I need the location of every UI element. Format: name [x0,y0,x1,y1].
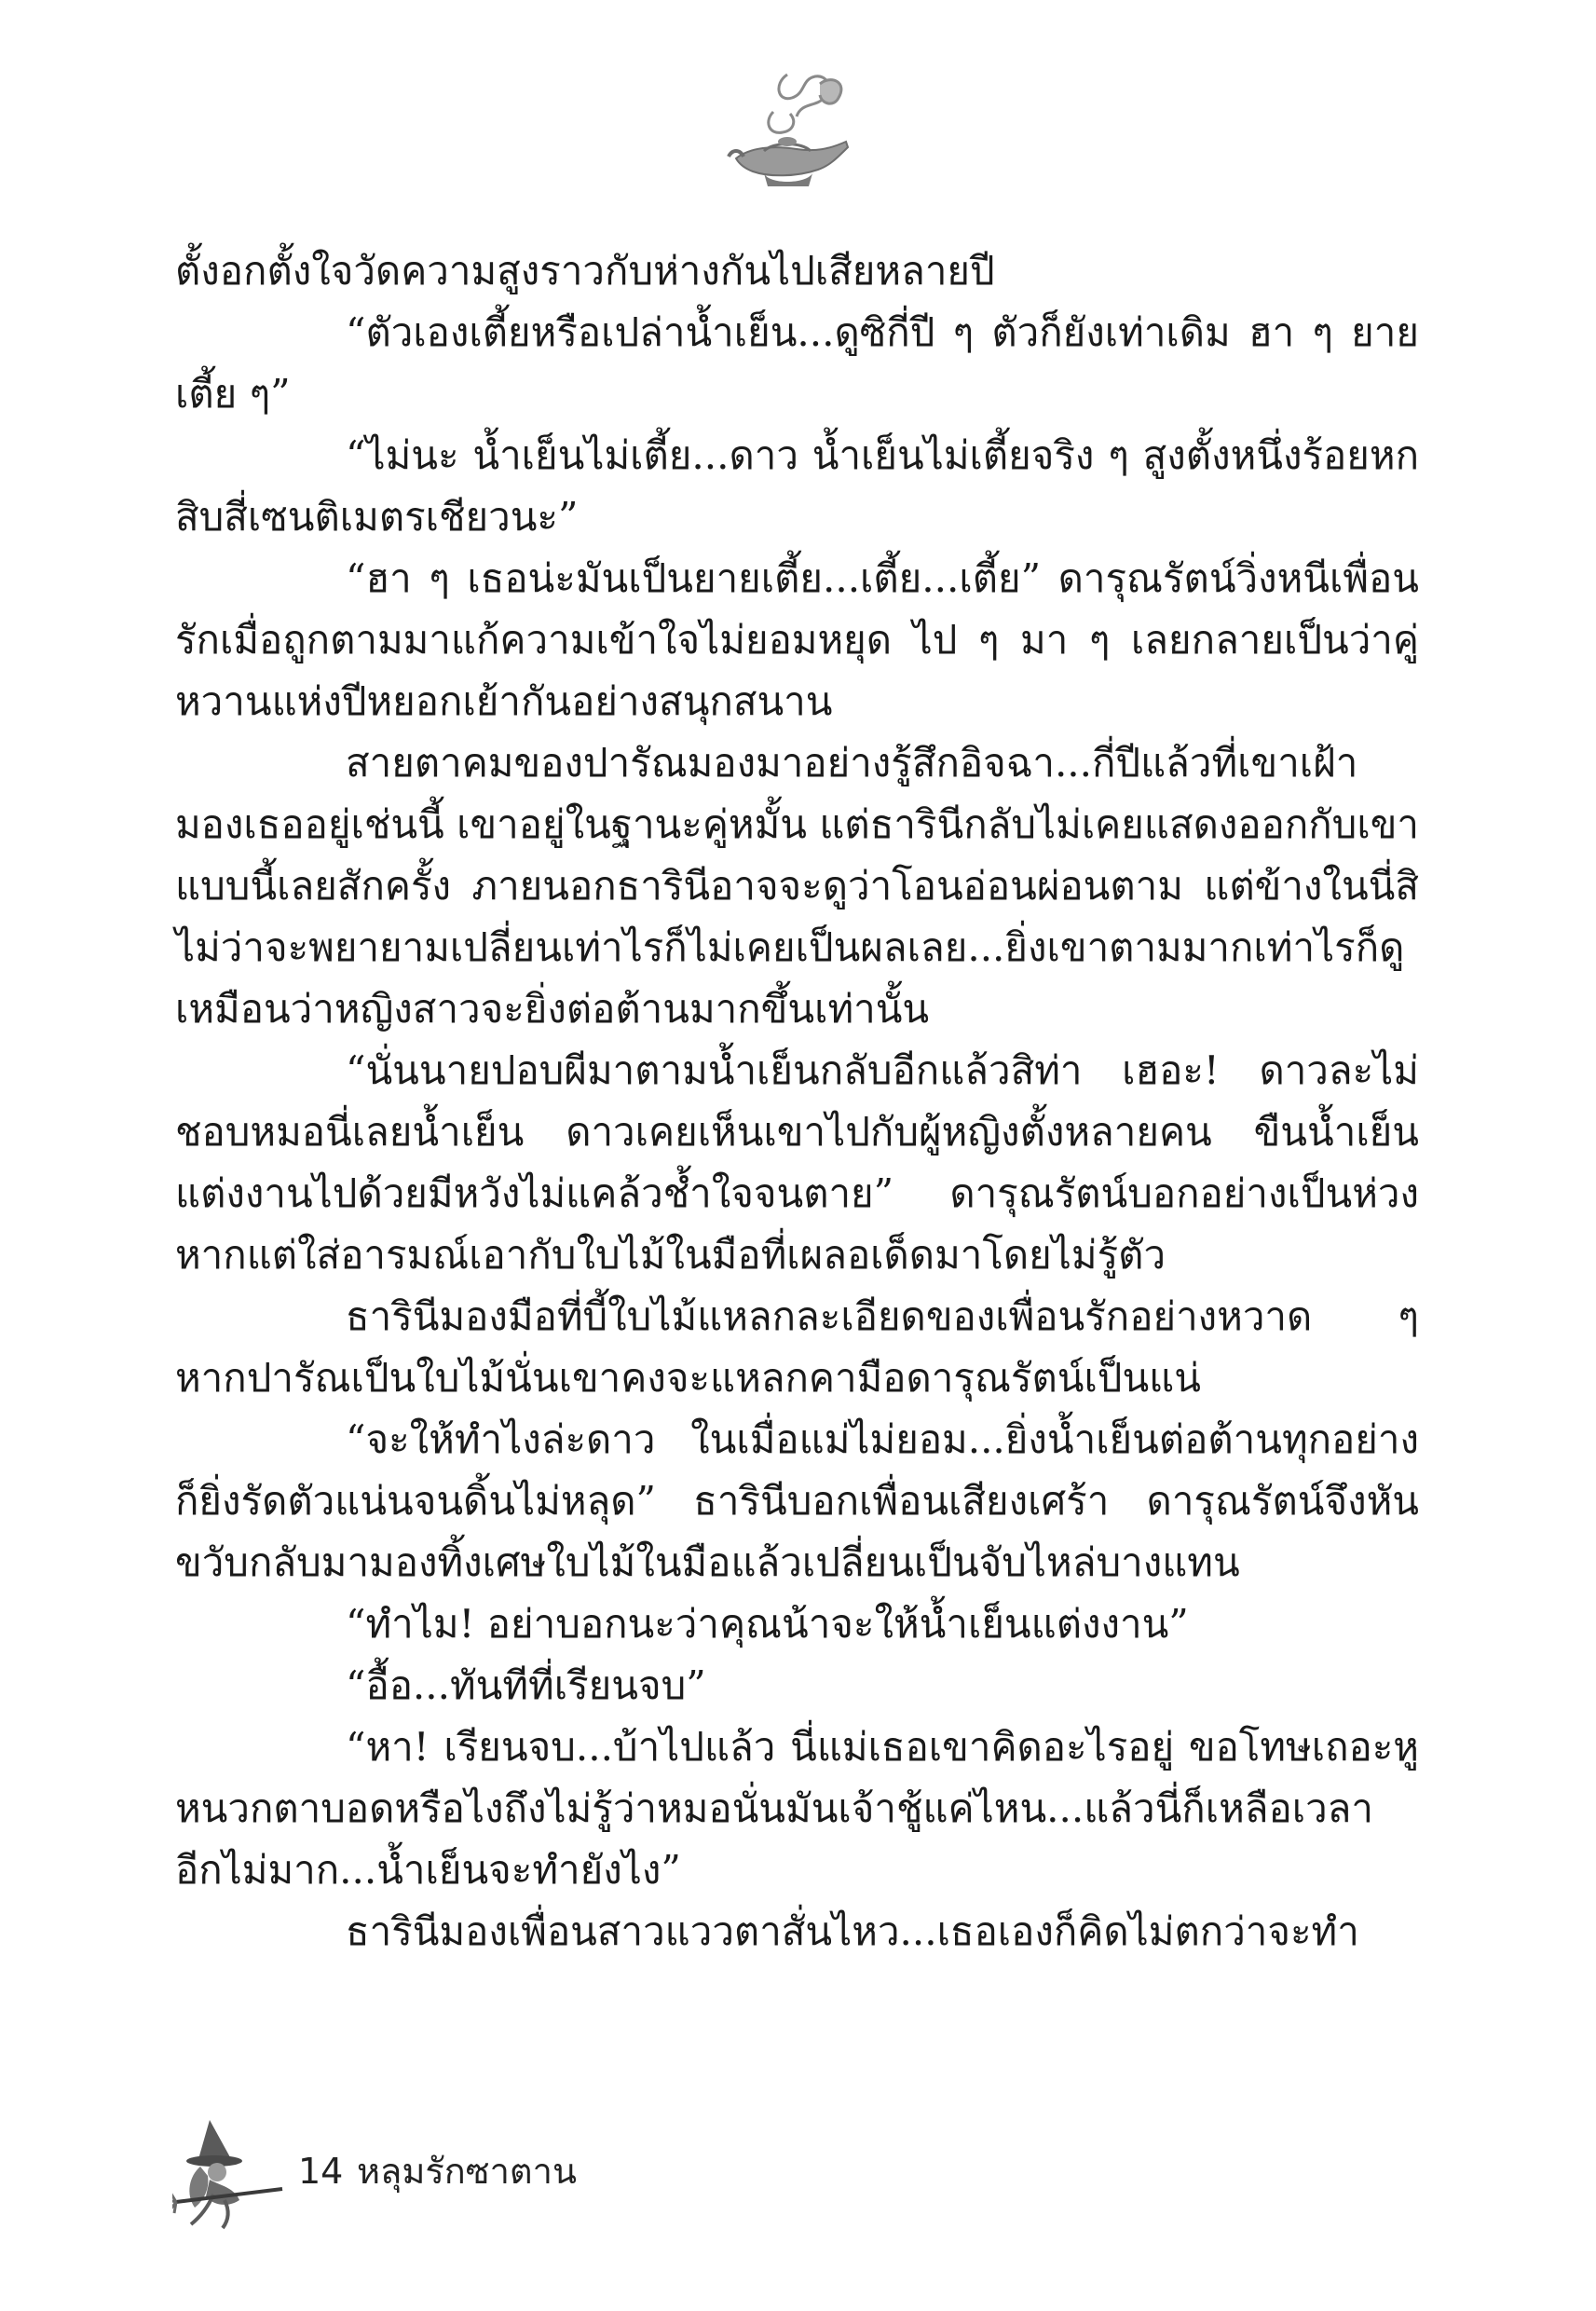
paragraph-3: “ไม่นะ น้ำเย็นไม่เตี้ย...ดาว น้ำเย็นไม่เตี้ยจริง ๆ สูงตั้งหนึ่งร้อยหกสิบสี่เซนติเมตรเชียวนะ” [175,432,1419,540]
paragraph-5: สายตาคมของปารัณมองมาอย่างรู้สึกอิจฉา...กี่ปีแล้วที่เขาเฝ้ามองเธออยู่เช่นนี้ เขาอยู่ในฐานะคู่หมั้น แต่ธารินีกลับไม่เคยแสดงออกกับเขาแบบนี้เลยสักครั้ง ภายนอกธารินีอาจจะดูว่าโอนอ่อนผ่อนตาม แต่ข้างในนี่สิ ไม่ว่าจะพยายามเปลี่ยนเท่าไรก็ไม่เคยเป็นผลเลย...ยิ่งเขาตามมากเท่าไรก็ดูเหมือนว่าหญิงสาวจะยิ่งต่อต้านมากขึ้นเท่านั้น [175,740,1419,1032]
magic-lamp-icon [708,56,866,214]
book-title: หลุมรักซาตาน [357,2151,577,2192]
witch-on-broom-icon [172,2111,284,2232]
body-text [175,240,1419,1962]
paragraph-8: “จะให้ทำไงล่ะดาว ในเมื่อแม่ไม่ยอม...ยิ่งน้ำเย็นต่อต้านทุกอย่างก็ยิ่งรัดตัวแน่นจนดิ้นไม่หลุด” ธารินีบอกเพื่อนเสียงเศร้า ดารุณรัตน์จึงหันขวับกลับมามองทิ้งเศษใบไม้ในมือแล้วเปลี่ยนเป็นจับไหล่บางแทน [175,1416,1419,1585]
paragraph-4: “ฮา ๆ เธอน่ะมันเป็นยายเตี้ย...เตี้ย...เตี้ย” ดารุณรัตน์วิ่งหนีเพื่อนรักเมื่อถูกตามมาแก้ความเข้าใจไม่ยอมหยุด ไป ๆ มา ๆ เลยกลายเป็นว่าคู่หวานแห่งปีหยอกเย้ากันอย่างสนุกสนาน [175,555,1419,724]
paragraph-10: “อื้อ...ทันทีที่เรียนจบ” [346,1662,706,1708]
paragraph-1: ตั้งอกตั้งใจวัดความสูงราวกับห่างกันไปเสียหลายปี [175,248,995,294]
page-footer [172,2111,825,2232]
paragraph-9: “ทำไม! อย่าบอกนะว่าคุณน้าจะให้น้ำเย็นแต่งงาน” [346,1601,1189,1647]
paragraph-7: ธารินีมองมือที่บี้ใบไม้แหลกละเอียดของเพื่อนรักอย่างหวาด ๆ หากปารัณเป็นใบไม้นั่นเขาคงจะแหลกคามือดารุณรัตน์เป็นแน่ [175,1293,1419,1401]
paragraph-11: “หา! เรียนจบ...บ้าไปแล้ว นี่แม่เธอเขาคิดอะไรอยู่ ขอโทษเถอะหูหนวกตาบอดหรือไงถึงไม่รู้ว่าหมอนั่นมันเจ้าชู้แค่ไหน...แล้วนี่ก็เหลือเวลาอีกไม่มาก...น้ำเย็นจะทำยังไง” [175,1724,1419,1893]
paragraph-2: “ตัวเองเตี้ยหรือเปล่าน้ำเย็น...ดูซิกี่ปี ๆ ตัวก็ยังเท่าเดิม ฮา ๆ ยายเตี้ย ๆ” [175,309,1419,417]
paragraph-6: “นั่นนายปอบผีมาตามน้ำเย็นกลับอีกแล้วสิท่า เฮอะ! ดาวละไม่ชอบหมอนี่เลยน้ำเย็น ดาวเคยเห็นเขาไปกับผู้หญิงตั้งหลายคน ขืนน้ำเย็นแต่งงานไปด้วยมีหวังไม่แคล้วช้ำใจจนตาย” ดารุณรัตน์บอกอย่างเป็นห่วง หากแต่ใส่อารมณ์เอากับใบไม้ในมือที่เผลอเด็ดมาโดยไม่รู้ตัว [175,1047,1419,1278]
paragraph-12: ธารินีมองเพื่อนสาวแววตาสั่นไหว...เธอเองก็คิดไม่ตกว่าจะทำ [346,1908,1359,1954]
page-number: 14 [298,2151,344,2192]
